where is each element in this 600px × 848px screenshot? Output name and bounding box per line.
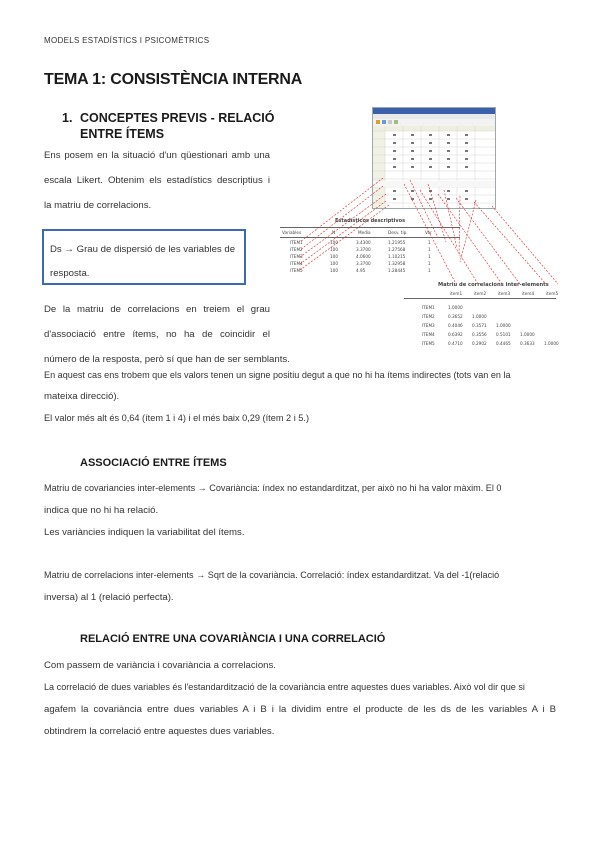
text-line: Ens posem en la situació d'un qüestionari amb una	[44, 150, 270, 161]
arrow-line	[492, 206, 558, 284]
subsection-heading: RELACIÓ ENTRE UNA COVARIÀNCIA I UNA CORRELACIÓ	[80, 633, 386, 645]
cell: 1.0000	[472, 314, 487, 319]
cell: ITEM3	[290, 254, 303, 259]
cell: 0.4465	[496, 341, 511, 346]
cell: 1.27568	[388, 247, 406, 252]
text-line: Les variàncies indiquen la variabilitat del ítems.	[44, 527, 245, 538]
col-header: Media	[358, 230, 371, 235]
arrow-line	[300, 194, 386, 257]
definition-text: Ds → Grau de dispersió de les variables de resposta.	[50, 244, 236, 279]
cell: ITEM5	[422, 341, 435, 346]
col-header: Var	[425, 230, 432, 235]
arrow-line	[404, 184, 456, 284]
col-header: N	[332, 230, 336, 235]
arrow-line	[428, 184, 446, 242]
section-heading-line2: ENTRE ÍTEMS	[80, 127, 165, 141]
cell: 0.4046	[448, 323, 463, 328]
cell: 3.3700	[356, 261, 371, 266]
arrow-line	[300, 178, 383, 242]
table-title: Estadísticos descriptivos	[334, 218, 406, 224]
cell: ITEM1	[422, 305, 435, 310]
cell: 1.10215	[388, 254, 406, 259]
cell: 0.5101	[496, 332, 511, 337]
arrow-line	[460, 200, 476, 262]
col-header: Desv. típ.	[388, 230, 408, 235]
arrow-line	[300, 201, 386, 264]
cell: 100	[330, 247, 338, 252]
cell: 3.3700	[356, 247, 371, 252]
cell: 100	[330, 268, 338, 273]
text-line: escala Likert. Obtenim els estadístics descriptius i	[44, 175, 270, 186]
cell: 100	[330, 261, 338, 266]
cell: ITEM4	[290, 261, 303, 266]
cell: ITEM2	[290, 247, 303, 252]
running-header: MODELS ESTADÍSTICS I PSICOMÈTRICS	[44, 36, 210, 45]
text-line: El valor més alt és 0,64 (ítem 1 i 4) i el més baix 0,29 (ítem 2 i 5.)	[44, 413, 310, 423]
cell: 1.28445	[388, 268, 406, 273]
cell: 1.0000	[520, 332, 535, 337]
cell: 4.0600	[356, 254, 371, 259]
cell: 4.95	[356, 268, 366, 273]
cell: 0.6392	[448, 332, 463, 337]
col-header: item2	[474, 291, 487, 296]
cell: 1	[428, 240, 431, 245]
cell: 100	[330, 240, 338, 245]
text-line: Matriu de correlacions inter-elements → Sqrt de la covariància. Correlació: índex estandarditzat. Va del -1(relació	[44, 570, 500, 580]
arrow-line	[410, 180, 438, 238]
arrow-line	[474, 202, 546, 284]
text-line: inversa) al 1 (relació perfecta).	[44, 592, 174, 603]
col-header: item4	[522, 291, 535, 296]
text-line: la matriu de correlacions.	[44, 200, 152, 211]
cell: 1	[428, 261, 431, 266]
cell: 0.3571	[472, 323, 487, 328]
cell: 1	[428, 268, 431, 273]
cell: ITEM3	[422, 323, 435, 328]
arrow-line	[300, 186, 383, 250]
text-line: d'associació entre ítems, no ha de coincidir el	[44, 329, 270, 340]
cell: ITEM4	[422, 332, 435, 337]
cell: ITEM1	[290, 240, 303, 245]
cell: 1.21955	[388, 240, 406, 245]
page-title: TEMA 1: CONSISTÈNCIA INTERNA	[44, 71, 303, 88]
cell: 0.2902	[472, 341, 487, 346]
text-line: Matriu de covariancies inter-elements → Covariància: índex no estandarditzat, per això no hi ha valor màxim. El 0	[44, 483, 502, 493]
text-line: De la matriu de correlacions en treiem el grau	[44, 304, 270, 315]
col-header: item1	[450, 291, 463, 296]
arrow-line	[300, 205, 389, 270]
cell: 0.4710	[448, 341, 463, 346]
text-line: obtindrem la correlació entre aquestes dues variables.	[44, 726, 275, 737]
cell: 1.0000	[448, 305, 463, 310]
cell: 0.3633	[520, 341, 535, 346]
text-line: La correlació de dues variables és l'estandardització de la covariància entre aquestes dues variables. Això vol dir que si	[44, 682, 525, 692]
cell: ITEM2	[422, 314, 435, 319]
col-header: item5	[546, 291, 559, 296]
subsection-heading: ASSOCIACIÓ ENTRE ÍTEMS	[80, 457, 227, 469]
cell: 1	[428, 254, 431, 259]
text-line: En aquest cas ens trobem que els valors tenen un signe positiu degut a que no hi ha ítems indirectes (tots van en la	[44, 370, 511, 380]
text-line: Com passem de variància i covariància a correlacions.	[44, 660, 276, 671]
text-line: indica que no hi ha relació.	[44, 505, 159, 516]
cell: 1.0000	[544, 341, 559, 346]
text-line: número de la resposta, però sí que han de ser semblants.	[44, 354, 290, 365]
cell: 100	[330, 254, 338, 259]
cell: 0.3556	[472, 332, 487, 337]
arrow-line	[459, 196, 460, 256]
col-header: Variables	[282, 230, 302, 235]
text-line-inner: agafem la covariància entre dues variables A i B i la dividim entre el producte de les ds de les variables A i B	[44, 704, 556, 715]
cell: 1.0000	[496, 323, 511, 328]
arrow-line	[420, 190, 478, 284]
cell: ITEM5	[290, 268, 303, 273]
cell: 0.3652	[448, 314, 463, 319]
table-title: Matriu de correlacions inter-elements	[438, 282, 549, 288]
cell: 3.4300	[356, 240, 371, 245]
col-header: item3	[498, 291, 511, 296]
section-heading-line1: CONCEPTES PREVIS - RELACIÓ	[80, 111, 275, 125]
text-line: mateixa direcció).	[44, 391, 120, 402]
cell: 1.32958	[388, 261, 406, 266]
section-number: 1.	[62, 111, 73, 125]
cell: 1	[428, 247, 431, 252]
